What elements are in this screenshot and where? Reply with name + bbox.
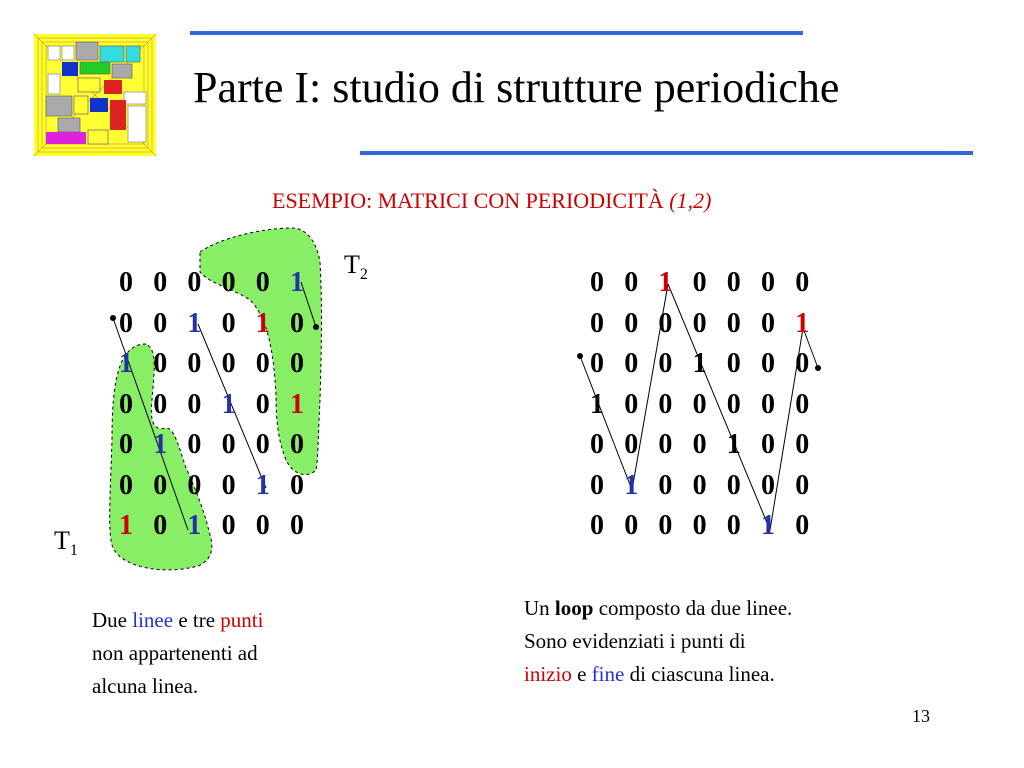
right-matrix-cell: 0	[658, 510, 673, 541]
right-matrix-cell: 0	[590, 307, 604, 339]
left-matrix-cell: 0	[255, 388, 270, 420]
left-matrix-cell: 1	[255, 307, 270, 339]
right-matrix-cell: 0	[658, 307, 673, 339]
left-matrix-cell: 1	[255, 469, 270, 501]
right-caption-w1: Un	[524, 596, 550, 620]
right-matrix-cell: 0	[624, 307, 639, 339]
right-matrix-cell: 0	[795, 510, 810, 541]
right-matrix-cell: 0	[658, 469, 673, 501]
right-caption-fine: fine	[591, 662, 625, 686]
left-matrix-cell: 0	[221, 469, 236, 501]
left-matrix-cell: 0	[153, 348, 168, 379]
left-caption-w1: Due	[92, 608, 127, 632]
left-matrix-cell: 0	[119, 469, 133, 501]
left-matrix-cell: 0	[255, 267, 270, 298]
right-matrix-cell: 0	[692, 469, 707, 501]
left-matrix-cell: 0	[221, 267, 236, 298]
left-matrix-cell: 0	[221, 307, 236, 339]
left-matrix-cell: 0	[153, 388, 168, 420]
right-matrix-cell: 0	[726, 267, 741, 298]
left-matrix-cell: 0	[119, 388, 133, 420]
t2-label	[344, 250, 368, 284]
right-matrix-cell: 1	[692, 348, 707, 379]
right-caption-w7: di ciascuna linea.	[629, 662, 775, 686]
right-matrix-cell: 0	[624, 429, 639, 460]
left-caption-punti: punti	[220, 608, 264, 632]
left-matrix-cell: 1	[187, 510, 202, 541]
right-matrix-cell: 1	[795, 307, 810, 339]
left-matrix-cell: 0	[119, 267, 133, 298]
left-matrix-cell: 0	[153, 267, 168, 298]
right-matrix-cell: 0	[726, 307, 741, 339]
left-caption-line2: non appartenenti ad	[92, 641, 258, 665]
left-matrix-cell: 0	[290, 307, 304, 339]
left-matrix-cell: 0	[187, 469, 202, 501]
left-matrix-cell: 0	[119, 307, 133, 339]
subtitle-text: ESEMPIO: MATRICI CON PERIODICITÀ	[272, 188, 664, 213]
left-caption-line1	[92, 604, 352, 637]
left-caption-linee: linee	[132, 608, 174, 632]
right-matrix-cell: 0	[761, 429, 775, 460]
right-matrix-cell: 1	[590, 388, 604, 420]
right-matrix-cell: 0	[658, 388, 673, 420]
slide-title: Parte I: studio di strutture periodiche	[193, 63, 840, 112]
right-matrix-cell: 1	[658, 267, 673, 298]
right-matrix-cell: 0	[795, 348, 810, 379]
right-caption-line3	[524, 658, 904, 691]
right-matrix-cell: 0	[624, 388, 639, 420]
right-caption-w3: composto da due linee.	[598, 596, 793, 620]
right-matrix	[584, 266, 824, 548]
right-caption-line2: Sono evidenziati i punti di	[524, 629, 746, 653]
right-matrix-cell: 0	[658, 348, 673, 379]
right-matrix-cell: 1	[726, 429, 741, 460]
right-matrix-cell: 1	[761, 510, 775, 541]
left-matrix-cell: 0	[187, 388, 202, 420]
right-matrix-cell: 0	[726, 388, 741, 420]
left-matrix-cell: 0	[187, 348, 202, 379]
t2-label-main: T	[344, 250, 360, 279]
right-matrix-cell: 1	[624, 469, 639, 501]
left-matrix-cell: 1	[290, 388, 304, 420]
left-matrix-cell: 0	[153, 469, 168, 501]
right-matrix-cell: 0	[726, 510, 741, 541]
left-matrix-cell: 0	[153, 510, 168, 541]
left-matrix-cell: 0	[153, 307, 168, 339]
right-matrix-cell: 0	[692, 510, 707, 541]
right-matrix-cell: 0	[692, 267, 707, 298]
right-matrix-cell: 0	[658, 429, 673, 460]
right-caption-loop: loop	[554, 596, 594, 620]
subtitle-period: (1,2)	[669, 188, 712, 213]
right-matrix-cell: 0	[590, 510, 604, 541]
right-matrix-cell: 0	[590, 429, 604, 460]
right-matrix-cell: 0	[692, 307, 707, 339]
left-matrix-cell: 0	[255, 510, 270, 541]
right-matrix-cell: 0	[761, 348, 775, 379]
right-matrix-cell: 0	[590, 267, 604, 298]
right-caption-line1	[524, 592, 904, 625]
left-matrix-cell: 0	[221, 510, 236, 541]
right-caption	[524, 592, 904, 691]
right-matrix-cell: 0	[795, 388, 810, 420]
right-caption-inizio: inizio	[524, 662, 572, 686]
right-matrix-cell: 0	[692, 429, 707, 460]
left-matrix	[113, 266, 323, 548]
right-matrix-cell: 0	[761, 469, 775, 501]
t2-label-sub: 2	[359, 266, 368, 284]
right-matrix-cell: 0	[761, 267, 775, 298]
right-matrix-cell: 0	[761, 388, 775, 420]
left-caption-w3: e tre	[178, 608, 216, 632]
right-matrix-cell: 0	[624, 348, 639, 379]
left-matrix-cell: 0	[255, 429, 270, 460]
left-matrix-cell: 0	[119, 429, 133, 460]
left-matrix-cell: 0	[221, 348, 236, 379]
right-matrix-cell: 0	[795, 429, 810, 460]
left-matrix-cell: 1	[119, 510, 133, 541]
t1-label	[54, 526, 78, 560]
right-matrix-cell: 0	[624, 510, 639, 541]
left-matrix-cell: 1	[153, 429, 168, 460]
left-matrix-cell: 0	[290, 469, 304, 501]
right-matrix-cell: 0	[590, 469, 604, 501]
left-matrix-cell: 1	[187, 307, 202, 339]
left-caption-line3: alcuna linea.	[92, 674, 199, 698]
left-caption	[92, 604, 352, 703]
left-matrix-cell: 0	[221, 429, 236, 460]
right-matrix-cell: 0	[692, 388, 707, 420]
right-caption-w5: e	[577, 662, 587, 686]
t1-label-sub: 1	[69, 542, 78, 560]
left-matrix-cell: 0	[290, 510, 304, 541]
right-matrix-cell: 0	[795, 469, 810, 501]
left-matrix-cell: 0	[187, 267, 202, 298]
left-matrix-cell: 0	[290, 429, 304, 460]
right-matrix-cell: 0	[761, 307, 775, 339]
right-matrix-cell: 0	[590, 348, 604, 379]
right-matrix-cell: 0	[726, 348, 741, 379]
t1-label-main: T	[54, 526, 70, 555]
left-matrix-cell: 0	[255, 348, 270, 379]
left-matrix-cell: 1	[221, 388, 236, 420]
right-matrix-cell: 0	[795, 267, 810, 298]
right-matrix-cell: 0	[624, 267, 639, 298]
page-number: 13	[912, 706, 930, 726]
left-matrix-cell: 0	[290, 348, 304, 379]
right-matrix-cell: 0	[726, 469, 741, 501]
left-matrix-cell: 1	[119, 348, 133, 379]
left-matrix-cell: 1	[290, 267, 304, 298]
left-matrix-cell: 0	[187, 429, 202, 460]
